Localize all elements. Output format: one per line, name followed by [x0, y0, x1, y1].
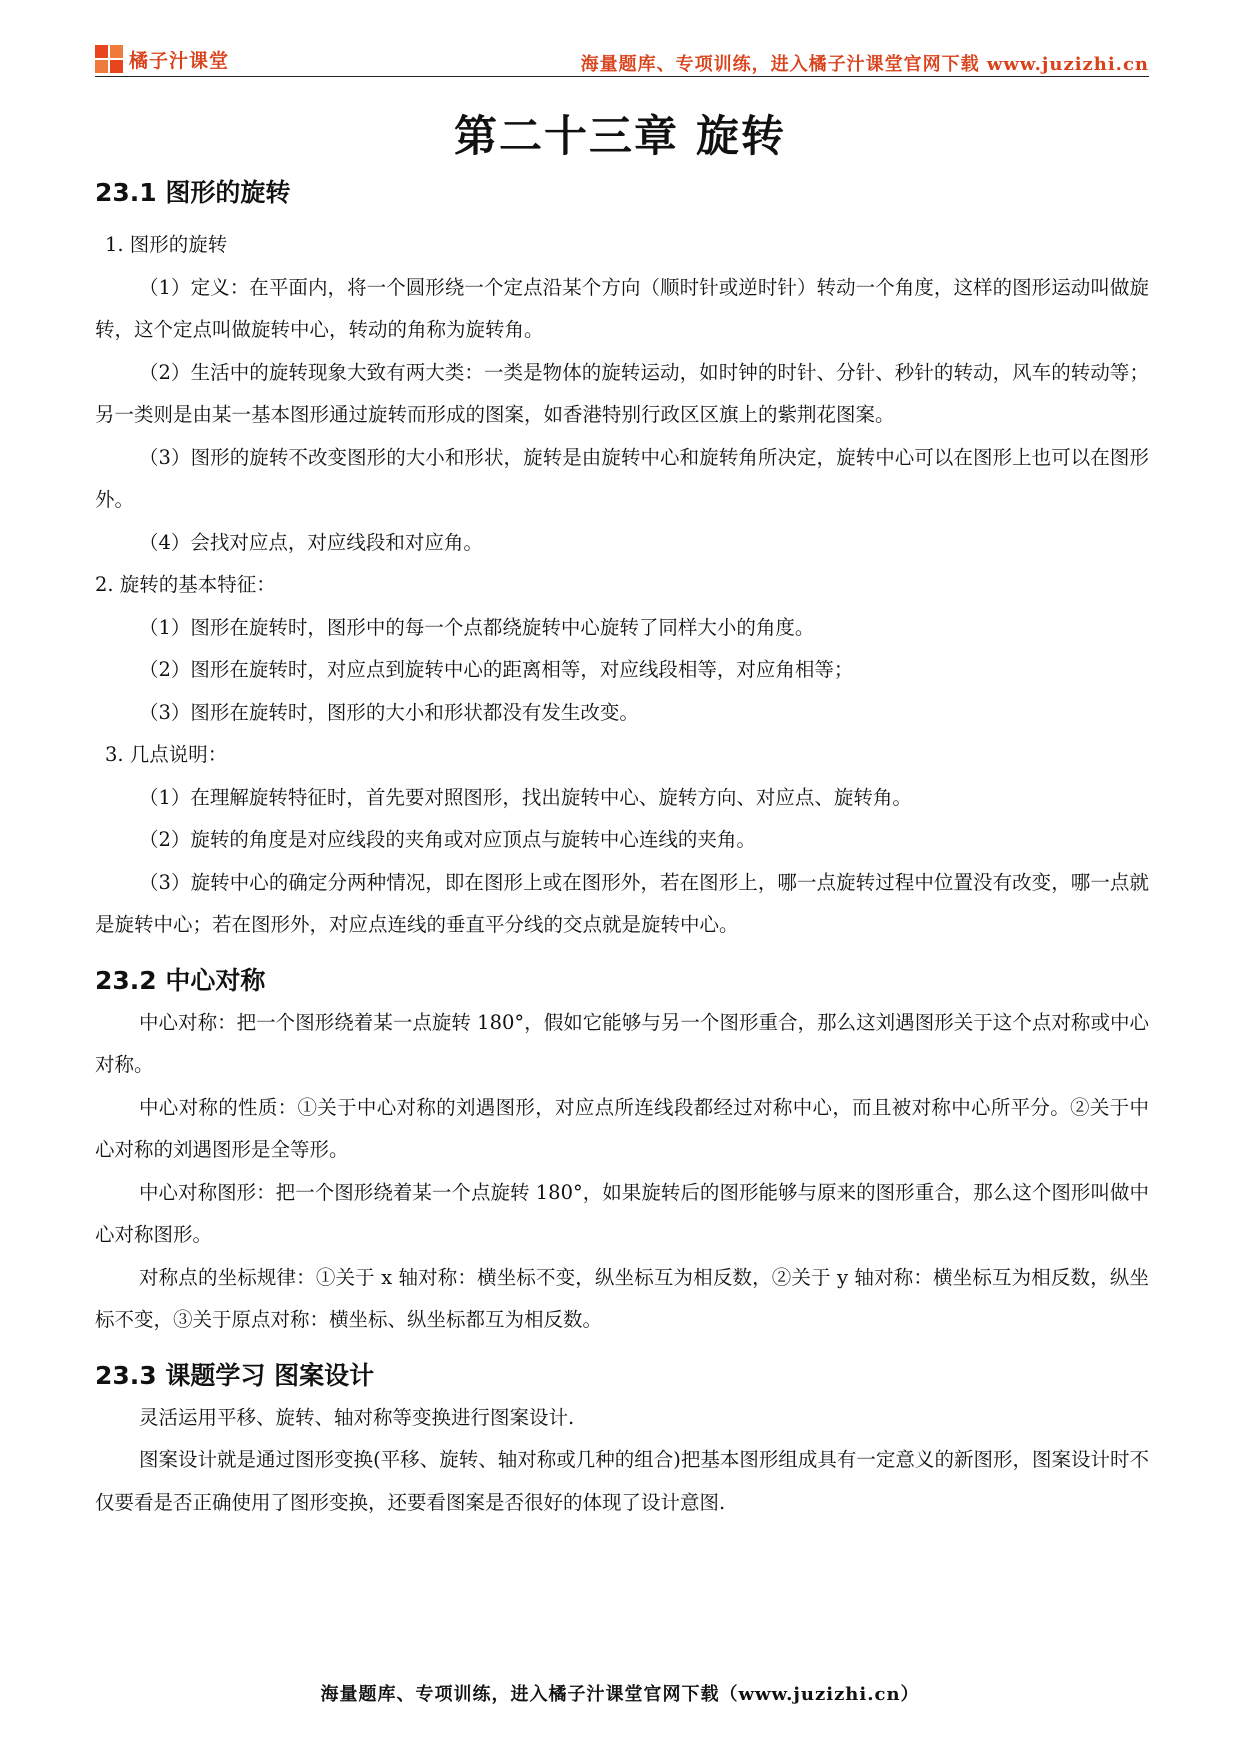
paragraph: 中心对称：把一个图形绕着某一点旋转 180°，假如它能够与另一个图形重合，那么这刘遇图形关于这个点对称或中心对称。 [95, 1010, 1149, 1076]
logo-icon [95, 45, 123, 73]
paragraph: 中心对称的性质：①关于中心对称的刘遇图形，对应点所连线段都经过对称中心，而且被对称中心所平分。②关于中心对称的刘遇图形是全等形。 [95, 1095, 1149, 1161]
paragraph: 对称点的坐标规律：①关于 x 轴对称：横坐标不变，纵坐标互为相反数，②关于 y 轴对称：横坐标互为相反数，纵坐标不变，③关于原点对称：横坐标、纵坐标都互为相反数。 [95, 1265, 1149, 1331]
paragraph: （2）生活中的旋转现象大致有两大类：一类是物体的旋转运动，如时钟的时针、分针、秒针的转动，风车的转动等；另一类则是由某一基本图形通过旋转而形成的图案，如香港特别行政区区旗上的紫荆花图案。 [95, 360, 1149, 426]
list-item: 2. 旋转的基本特征： [95, 573, 276, 596]
logo-text: 橘子汁课堂 [129, 49, 230, 72]
paragraph: （3）图形的旋转不改变图形的大小和形状，旋转是由旋转中心和旋转角所决定，旋转中心可以在图形上也可以在图形外。 [95, 445, 1149, 511]
list-item: 1. 图形的旋转 [105, 233, 228, 256]
paragraph: 灵活运用平移、旋转、轴对称等变换进行图案设计. [139, 1405, 575, 1429]
paragraph: 中心对称图形：把一个图形绕着某一个点旋转 180°，如果旋转后的图形能够与原来的图形重合，那么这个图形叫做中心对称图形。 [95, 1180, 1149, 1246]
page-footer: 海量题库、专项训练，进入橘子汁课堂官网下载（www.juzizhi.cn） [320, 1684, 920, 1705]
paragraph: （4）会找对应点，对应线段和对应角。 [139, 530, 483, 554]
list-item: 3. 几点说明： [105, 743, 228, 766]
paragraph: （2）旋转的角度是对应线段的夹角或对应顶点与旋转中心连线的夹角。 [139, 828, 756, 851]
paragraph: （3）图形在旋转时，图形的大小和形状都没有发生改变。 [139, 700, 639, 724]
paragraph: （3）旋转中心的确定分两种情况，即在图形上或在图形外，若在图形上，哪一点旋转过程中位置没有改变，哪一点就是旋转中心；若在图形外，对应点连线的垂直平分线的交点就是旋转中心。 [95, 870, 1149, 936]
paragraph: 图案设计就是通过图形变换(平移、旋转、轴对称或几种的组合)把基本图形组成具有一定意义的新图形，图案设计时不仅要看是否正确使用了图形变换，还要看图案是否很好的体现了设计意图. [95, 1448, 1149, 1514]
paragraph: （1）图形在旋转时，图形中的每一个点都绕旋转中心旋转了同样大小的角度。 [139, 615, 815, 639]
section-heading-23-1: 23.1 图形的旋转 [95, 178, 291, 207]
section-heading-23-3: 23.3 课题学习 图案设计 [95, 1360, 375, 1390]
page-header [95, 40, 1149, 77]
logo [95, 44, 229, 74]
page-title: 第二十三章 旋转 [454, 112, 786, 162]
section-heading-23-2: 23.2 中心对称 [95, 965, 266, 995]
document-body [95, 172, 1149, 1524]
paragraph: （2）图形在旋转时，对应点到旋转中心的距离相等，对应线段相等，对应角相等； [139, 658, 854, 681]
header-slogan: 海量题库、专项训练，进入橘子汁课堂官网下载 www.juzizhi.cn [580, 54, 1149, 75]
paragraph: （1）在理解旋转特征时，首先要对照图形，找出旋转中心、旋转方向、对应点、旋转角。 [139, 785, 912, 809]
paragraph: （1）定义：在平面内，将一个圆形绕一个定点沿某个方向（顺时针或逆时针）转动一个角度，这样的图形运动叫做旋转，这个定点叫做旋转中心，转动的角称为旋转角。 [95, 275, 1149, 341]
